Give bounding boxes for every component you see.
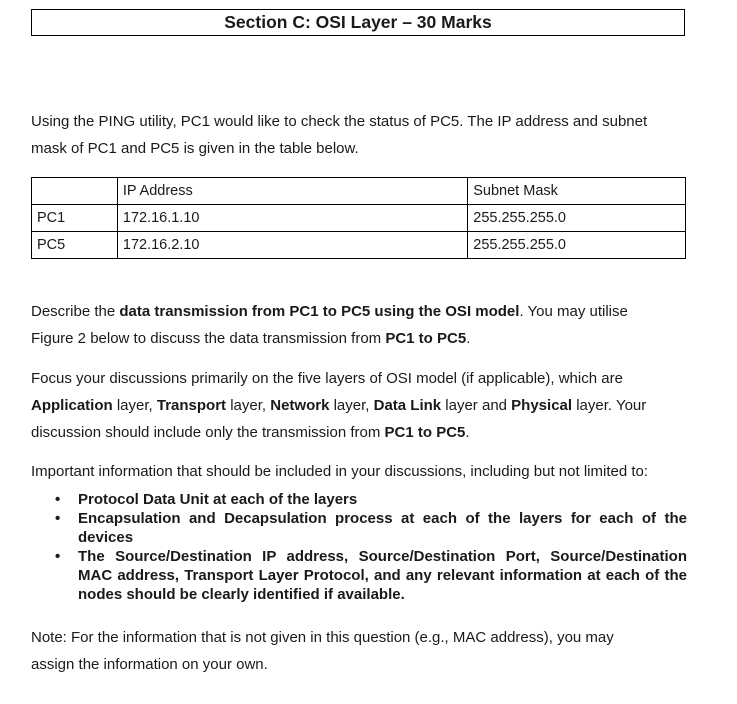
intro-line-1: Using the PING utility, PC1 would like to check the status of PC5. The IP address and subnet: [31, 113, 648, 130]
requirements-list: [55, 490, 687, 604]
describe-bold: PC1 to PC5: [385, 330, 467, 347]
ip-address-table: [31, 177, 686, 259]
focus-bold: Network: [270, 397, 330, 414]
table-cell-host: PC1: [32, 205, 118, 232]
focus-text: Focus your discussions primarily on the five layers of OSI model (if applicable), which are: [31, 370, 623, 387]
list-item: [55, 490, 687, 509]
table-header-ip: IP Address: [117, 178, 467, 205]
focus-text: layer,: [329, 397, 374, 414]
list-item-text: The Source/Destination IP address, Source/Destination Port, Source/Destination MAC address, Transport Layer Protocol, and any relevant information at each of the nodes should be clearly identified if available.: [78, 548, 687, 603]
list-item: [55, 509, 687, 547]
focus-bold: PC1 to PC5: [384, 424, 466, 441]
list-item: [55, 547, 687, 604]
list-item-text: Protocol Data Unit at each of the layers: [78, 491, 358, 508]
describe-text: . You may utilise: [519, 303, 628, 320]
describe-bold: data transmission from PC1 to PC5 using the OSI model: [119, 303, 520, 320]
note-line-1: Note: For the information that is not given in this question (e.g., MAC address), you may: [31, 629, 614, 646]
table-row: [32, 232, 686, 259]
describe-text: .: [466, 330, 471, 347]
important-paragraph: Important information that should be included in your discussions, including but not limited to:: [31, 463, 649, 480]
table-cell-ip: 172.16.1.10: [117, 205, 467, 232]
bullet-icon: •: [55, 491, 61, 508]
focus-text: layer,: [112, 397, 157, 414]
focus-text: layer and: [441, 397, 512, 414]
section-title: Section C: OSI Layer – 30 Marks: [31, 9, 685, 36]
list-item-text: Encapsulation and Decapsulation process at each of the layers for each of the devices: [78, 510, 687, 546]
focus-text: discussion should include only the transmission from: [31, 424, 385, 441]
table-header-mask: Subnet Mask: [468, 178, 686, 205]
table-header-row: [32, 178, 686, 205]
focus-text: .: [465, 424, 470, 441]
describe-paragraph: [31, 298, 686, 352]
focus-bold: Data Link: [373, 397, 442, 414]
table-cell-mask: 255.255.255.0: [468, 205, 686, 232]
bullet-icon: •: [55, 510, 61, 527]
focus-text: layer,: [226, 397, 271, 414]
focus-text: layer. Your: [572, 397, 647, 414]
focus-paragraph: [31, 365, 686, 446]
focus-bold: Transport: [156, 397, 227, 414]
intro-paragraph: [31, 108, 686, 162]
table-header-host: [32, 178, 118, 205]
table-cell-mask: 255.255.255.0: [468, 232, 686, 259]
table-cell-ip: 172.16.2.10: [117, 232, 467, 259]
bullet-icon: •: [55, 548, 61, 565]
table-cell-host: PC5: [32, 232, 118, 259]
note-paragraph: [31, 624, 686, 678]
table-row: [32, 205, 686, 232]
focus-bold: Application: [31, 397, 113, 414]
describe-text: Figure 2 below to discuss the data transmission from: [31, 330, 386, 347]
note-line-2: assign the information on your own.: [31, 656, 268, 673]
intro-line-2: mask of PC1 and PC5 is given in the table below.: [31, 140, 359, 157]
focus-bold: Physical: [511, 397, 573, 414]
describe-text: Describe the: [31, 303, 120, 320]
